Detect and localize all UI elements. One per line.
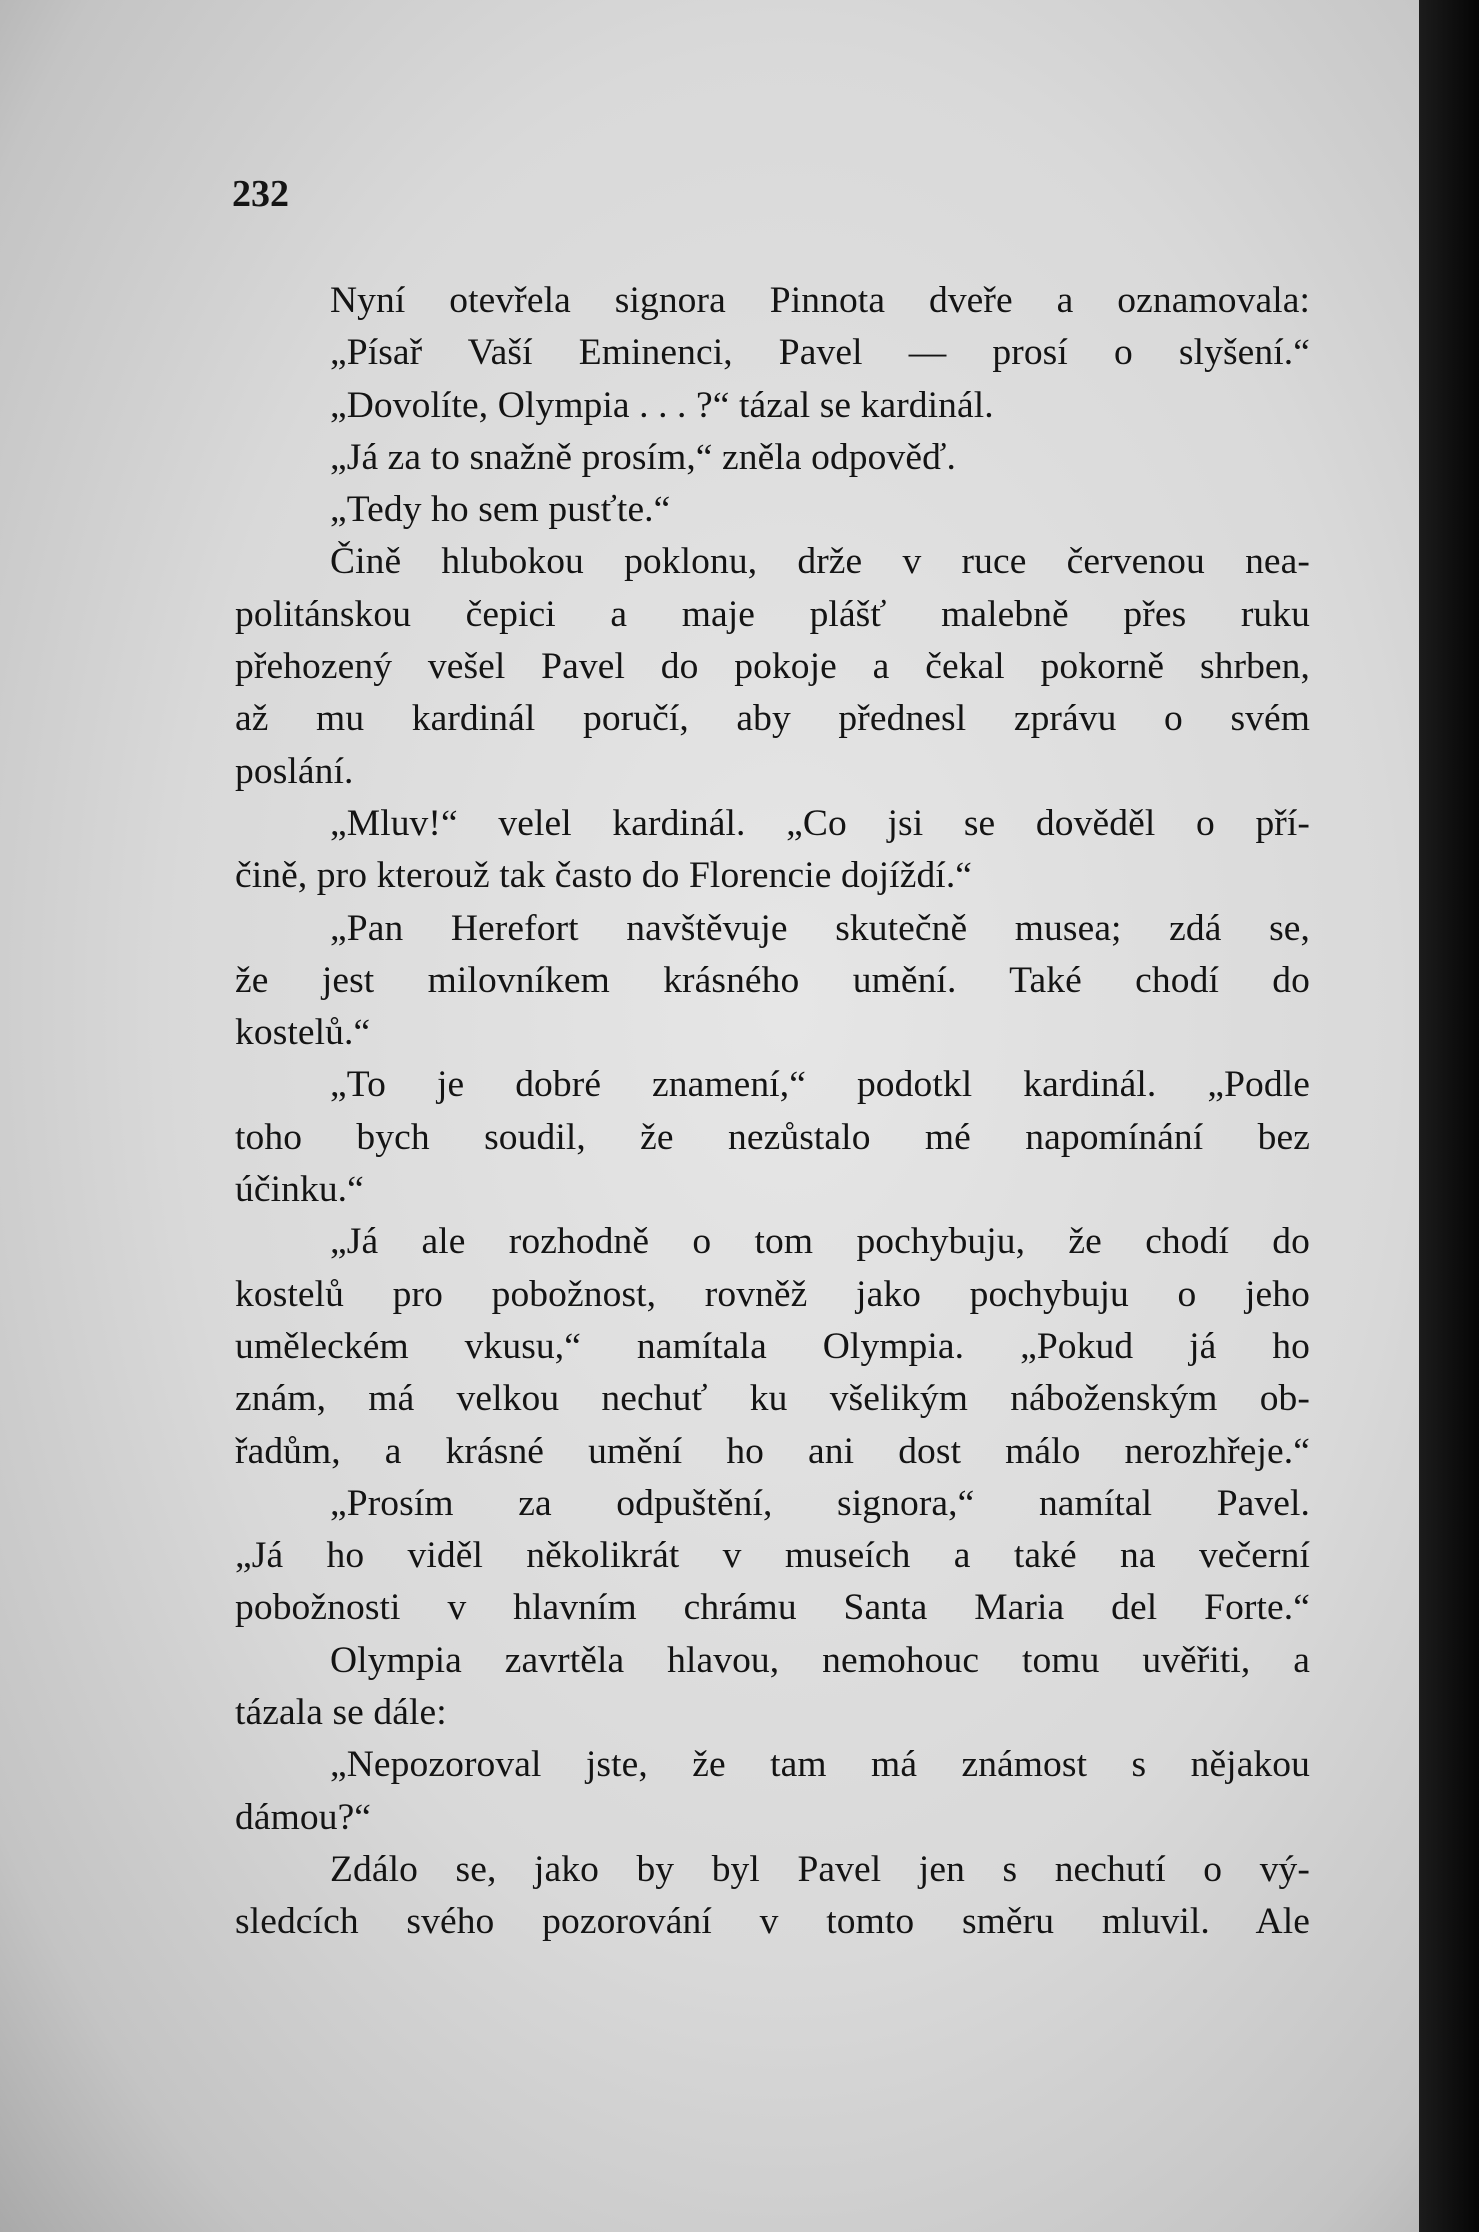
text-line: dámou?“ — [235, 1796, 372, 1838]
text-line: řadům, a krásné umění ho ani dost málo nerozhřeje.“ — [235, 1430, 1310, 1472]
text-line: kostelů pro pobožnost, rovněž jako pochybuju o jeho — [235, 1273, 1310, 1315]
text-line: „Prosím za odpuštění, signora,“ namítal Pavel. — [330, 1482, 1310, 1524]
text-line: Zdálo se, jako by byl Pavel jen s nechutí o vý- — [330, 1848, 1310, 1890]
text-line: Olympia zavrtěla hlavou, nemohouc tomu uvěřiti, a — [330, 1639, 1310, 1681]
text-line: „Nepozoroval jste, že tam má známost s nějakou — [330, 1744, 1310, 1786]
text-line: Nyní otevřela signora Pinnota dveře a oznamovala: — [330, 280, 1310, 321]
text-line: Čině hlubokou poklonu, drže v ruce červenou nea- — [330, 541, 1310, 583]
body-text — [235, 275, 1310, 1949]
text-line: že jest milovníkem krásného umění. Také chodí do — [235, 959, 1310, 1001]
text-line: kostelů.“ — [235, 1012, 371, 1054]
text-line: účinku.“ — [235, 1169, 364, 1211]
text-line: až mu kardinál poručí, aby přednesl zprávu o svém — [235, 698, 1310, 740]
text-line: uměleckém vkusu,“ namítala Olympia. „Pokud já ho — [235, 1325, 1310, 1367]
text-line: čině, pro kterouž tak často do Florencie dojíždí.“ — [235, 855, 973, 897]
text-line: „Tedy ho sem pusťte.“ — [330, 489, 671, 531]
text-line: tázala se dále: — [235, 1692, 447, 1734]
text-line: „Já ho viděl několikrát v museích a také na večerní — [235, 1535, 1310, 1577]
text-line: „Já ale rozhodně o tom pochybuju, že chodí do — [330, 1221, 1310, 1263]
text-line: „Dovolíte, Olympia . . . ?“ tázal se kardinál. — [330, 384, 994, 426]
text-line: „To je dobré znamení,“ podotkl kardinál. „Podle — [330, 1064, 1310, 1106]
text-line: „Pan Herefort navštěvuje skutečně musea; zdá se, — [330, 907, 1310, 949]
text-line: toho bych soudil, že nezůstalo mé napomínání bez — [235, 1116, 1310, 1158]
scan-edge-shadow — [1419, 0, 1479, 2232]
text-line: politánskou čepici a maje plášť malebně přes ruku — [235, 593, 1310, 635]
text-line: „Písař Vaší Eminenci, Pavel — prosí o slyšení.“ — [330, 332, 1310, 374]
text-line: znám, má velkou nechuť ku všelikým náboženským ob- — [235, 1378, 1310, 1420]
text-line: „Já za to snažně prosím,“ zněla odpověď. — [330, 436, 956, 478]
text-line: „Mluv!“ velel kardinál. „Co jsi se dověděl o pří- — [330, 802, 1310, 844]
text-line: sledcích svého pozorování v tomto směru mluvil. Ale — [235, 1901, 1310, 1943]
text-line: poslání. — [235, 750, 354, 792]
page-number: 232 — [232, 173, 289, 215]
text-line: přehozený vešel Pavel do pokoje a čekal pokorně shrben, — [235, 646, 1310, 688]
text-line: pobožnosti v hlavním chrámu Santa Maria del Forte.“ — [235, 1587, 1310, 1629]
